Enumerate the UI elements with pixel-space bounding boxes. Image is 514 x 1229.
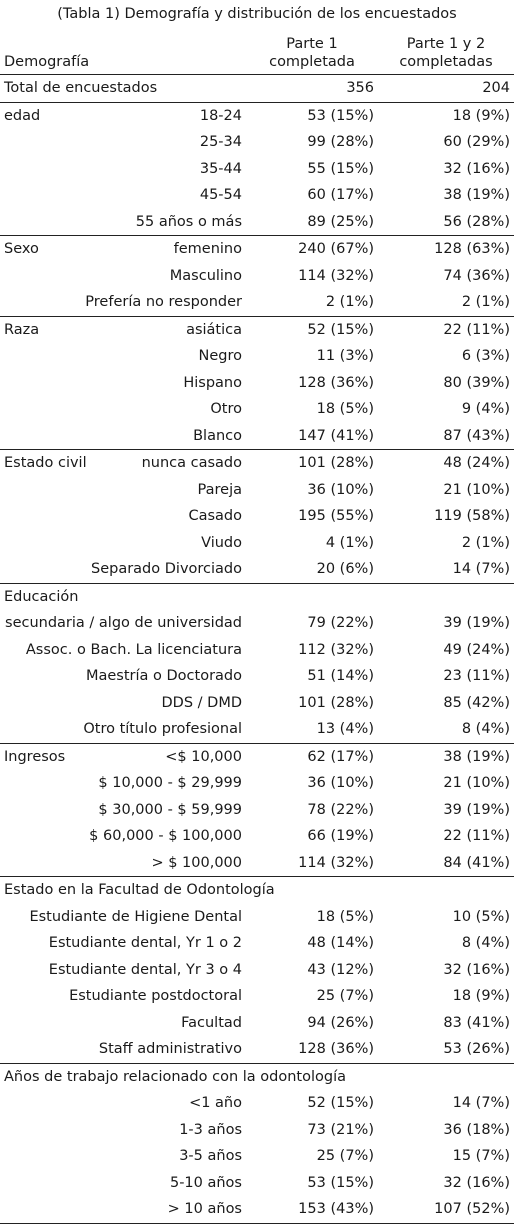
table-row: [0, 663, 514, 690]
header-demografia: Demografía: [4, 54, 90, 70]
table-row: [0, 423, 514, 450]
value-parte12: 14 (7%): [452, 561, 510, 577]
value-parte1: 128 (36%): [298, 374, 374, 391]
row-label: Facultad: [181, 1014, 242, 1031]
value-parte1: 73 (21%): [307, 1121, 374, 1138]
value-parte12: 32 (16%): [443, 1174, 510, 1191]
table-row: [0, 797, 514, 824]
group-title: Estado en la Facultad de Odontología: [0, 877, 514, 904]
value-parte1: 52 (15%): [246, 316, 378, 343]
row-label: Pareja: [197, 481, 242, 498]
table-body: [0, 75, 514, 1224]
group-title: Educación: [0, 583, 514, 610]
row-label-wrap: [4, 450, 242, 477]
table-row: [0, 156, 514, 183]
row-label: nunca casado: [141, 455, 242, 471]
row-label: $ 10,000 - $ 29,999: [98, 775, 242, 791]
total-p1: 356: [346, 80, 374, 96]
row-label-wrap: [4, 317, 242, 344]
table-row: [0, 850, 514, 877]
value-parte12: 38 (19%): [443, 187, 510, 203]
value-parte1: 147 (41%): [298, 427, 374, 444]
value-parte12: 107 (52%): [378, 1196, 514, 1223]
value-parte12: 14 (7%): [452, 1095, 510, 1111]
value-parte12: 83 (41%): [443, 1014, 510, 1031]
table-row: [0, 209, 514, 236]
row-label: 55 años o más: [135, 213, 242, 230]
value-parte12: 74 (36%): [443, 267, 510, 284]
value-parte12: 53 (26%): [443, 1041, 510, 1057]
value-parte1: 52 (15%): [307, 1095, 374, 1111]
value-parte1: 25 (7%): [316, 1148, 374, 1164]
value-parte1: 114 (32%): [298, 267, 374, 284]
value-parte12: 84 (41%): [443, 854, 510, 871]
value-parte12: 38 (19%): [378, 743, 514, 770]
value-parte12: 6 (3%): [461, 348, 510, 364]
row-label: secundaria / algo de universidad: [5, 615, 242, 631]
group-title-row: [0, 583, 514, 610]
value-parte12: 119 (58%): [434, 508, 510, 524]
value-parte1: 4 (1%): [325, 534, 374, 551]
table-row: [0, 1090, 514, 1117]
group-title-row: [0, 877, 514, 904]
value-parte1: 43 (12%): [307, 961, 374, 978]
row-label: 45-54: [199, 187, 242, 203]
row-label: Otro título profesional: [83, 721, 242, 737]
group-title-row: [0, 1063, 514, 1090]
row-label: Masculino: [169, 267, 242, 284]
header-parte12-line2: completadas: [399, 54, 493, 70]
row-label: Prefería no responder: [85, 294, 242, 310]
value-parte12: 21 (10%): [443, 775, 510, 791]
value-parte12: 22 (11%): [378, 316, 514, 343]
value-parte1: 48 (14%): [307, 935, 374, 951]
table-header: [0, 28, 514, 75]
value-parte12: 32 (16%): [443, 160, 510, 177]
table-row: [0, 263, 514, 290]
value-parte12: 10 (5%): [452, 908, 510, 925]
table-row: [0, 770, 514, 797]
row-label: Separado Divorciado: [91, 561, 242, 577]
value-parte12: 60 (29%): [443, 134, 510, 150]
row-label-cell: [0, 102, 246, 129]
value-parte1: 25 (7%): [316, 988, 374, 1004]
row-label: <$ 10,000: [165, 748, 242, 765]
table-row: [0, 503, 514, 530]
group-label: Estado civil: [4, 455, 87, 471]
table-row: [0, 370, 514, 397]
row-label: femenino: [173, 241, 242, 257]
value-parte1: 78 (22%): [307, 801, 374, 818]
table-row: [0, 637, 514, 664]
value-parte12: 18 (9%): [378, 102, 514, 129]
row-label-cell: [0, 236, 246, 263]
value-parte1: 18 (5%): [316, 908, 374, 925]
value-parte12: 128 (63%): [378, 236, 514, 263]
value-parte1: 53 (15%): [246, 102, 378, 129]
table-row: [0, 343, 514, 370]
table-row: [0, 610, 514, 637]
row-label: Hispano: [183, 374, 242, 391]
row-label-cell: [0, 316, 246, 343]
table-row: [0, 743, 514, 770]
row-label: Estudiante dental, Yr 3 o 4: [48, 961, 242, 978]
table-row: [0, 289, 514, 316]
table-row: [0, 477, 514, 504]
value-parte1: 114 (32%): [298, 854, 374, 871]
row-label: Maestría o Doctorado: [85, 668, 242, 684]
value-parte12: 9 (4%): [461, 401, 510, 417]
value-parte12: 2 (1%): [461, 534, 510, 551]
table-row: [0, 983, 514, 1010]
value-parte12: 8 (4%): [461, 935, 510, 951]
table-row: [0, 957, 514, 984]
demographics-table: [0, 28, 514, 1224]
value-parte12: 87 (43%): [443, 427, 510, 444]
table-row: [0, 1170, 514, 1197]
value-parte1: 89 (25%): [307, 213, 374, 230]
value-parte12: 39 (19%): [443, 615, 510, 631]
value-parte1: 36 (10%): [307, 481, 374, 498]
value-parte1: 101 (28%): [298, 694, 374, 711]
table-row: [0, 450, 514, 477]
row-label-wrap: [4, 236, 242, 263]
table-row: [0, 396, 514, 423]
value-parte12: 49 (24%): [443, 641, 510, 658]
table-row: [0, 102, 514, 129]
value-parte12: 39 (19%): [443, 801, 510, 818]
row-label: 1-3 años: [179, 1121, 242, 1138]
row-label: DDS / DMD: [161, 694, 242, 711]
table-row: [0, 556, 514, 583]
value-parte12: 22 (11%): [443, 828, 510, 844]
row-label-wrap: [4, 103, 242, 130]
row-label-cell: [0, 450, 246, 477]
value-parte12: 23 (11%): [443, 668, 510, 684]
value-parte12: 2 (1%): [461, 294, 510, 310]
value-parte1: 62 (17%): [246, 743, 378, 770]
row-label: Otro: [210, 401, 242, 417]
value-parte1: 99 (28%): [307, 134, 374, 150]
header-parte1-line2: completada: [269, 54, 355, 70]
value-parte1: 2 (1%): [325, 294, 374, 310]
group-label: edad: [4, 107, 41, 124]
value-parte1: 66 (19%): [307, 828, 374, 844]
group-label: Raza: [4, 321, 40, 338]
header-parte12: [378, 28, 514, 75]
table-row: [0, 129, 514, 156]
table-caption: (Tabla 1) Demografía y distribución de los encuestados: [57, 6, 457, 22]
value-parte12: 15 (7%): [452, 1148, 510, 1164]
value-parte12: 18 (9%): [452, 988, 510, 1004]
row-label: $ 30,000 - $ 59,999: [98, 801, 242, 818]
value-parte1: 60 (17%): [307, 187, 374, 203]
group-label: Sexo: [4, 241, 39, 257]
value-parte12: 48 (24%): [378, 450, 514, 477]
table-row: [0, 236, 514, 263]
value-parte1: 13 (4%): [316, 721, 374, 737]
value-parte1: 112 (32%): [298, 641, 374, 658]
total-row: [0, 75, 514, 103]
value-parte1: 51 (14%): [307, 668, 374, 684]
value-parte12: 85 (42%): [443, 694, 510, 711]
row-label: <1 año: [189, 1095, 242, 1111]
header-parte1-line1: Parte 1: [286, 36, 338, 52]
row-label: asiática: [186, 321, 242, 338]
row-label-wrap: [4, 744, 242, 771]
row-label: Casado: [188, 508, 242, 524]
group-title: Años de trabajo relacionado con la odontología: [0, 1063, 514, 1090]
row-label: Estudiante postdoctoral: [69, 988, 242, 1004]
row-label: Estudiante dental, Yr 1 o 2: [48, 935, 242, 951]
value-parte12: 80 (39%): [443, 374, 510, 391]
value-parte1: 11 (3%): [316, 348, 374, 364]
table-row: [0, 1010, 514, 1037]
value-parte1: 79 (22%): [307, 615, 374, 631]
row-label: Estudiante de Higiene Dental: [29, 908, 242, 925]
row-label: 18-24: [199, 107, 242, 124]
value-parte1: 36 (10%): [307, 775, 374, 791]
value-parte1: 128 (36%): [298, 1041, 374, 1057]
value-parte1: 101 (28%): [246, 450, 378, 477]
value-parte1: 195 (55%): [298, 508, 374, 524]
row-label: Blanco: [193, 427, 242, 444]
row-label: 5-10 años: [169, 1174, 242, 1191]
header-parte12-line1: Parte 1 y 2: [406, 36, 486, 52]
value-parte1: 55 (15%): [307, 160, 374, 177]
value-parte1: 20 (6%): [316, 561, 374, 577]
table-row: [0, 1196, 514, 1223]
value-parte1: 153 (43%): [246, 1196, 378, 1223]
row-label-cell: [0, 743, 246, 770]
row-label: Assoc. o Bach. La licenciatura: [25, 641, 242, 658]
row-label: Negro: [198, 348, 242, 364]
value-parte12: 36 (18%): [443, 1121, 510, 1138]
table-row: [0, 823, 514, 850]
header-parte1: [246, 28, 378, 75]
group-label: Ingresos: [4, 748, 66, 765]
total-label: Total de encuestados: [4, 80, 158, 96]
value-parte12: 21 (10%): [443, 481, 510, 498]
value-parte12: 32 (16%): [443, 961, 510, 978]
table-row: [0, 690, 514, 717]
value-parte1: 18 (5%): [316, 401, 374, 417]
total-p12: 204: [482, 80, 510, 96]
row-label: 35-44: [199, 160, 242, 177]
table-row: [0, 1143, 514, 1170]
table-row: [0, 530, 514, 557]
table-row: [0, 930, 514, 957]
row-label: > 10 años: [0, 1196, 246, 1223]
table-row: [0, 182, 514, 209]
table-row: [0, 904, 514, 931]
row-label: Viudo: [201, 534, 242, 551]
row-label: $ 60,000 - $ 100,000: [89, 828, 242, 844]
value-parte1: 53 (15%): [307, 1174, 374, 1191]
value-parte1: 94 (26%): [307, 1014, 374, 1031]
row-label: 3-5 años: [179, 1148, 242, 1164]
row-label: 25-34: [199, 134, 242, 150]
value-parte12: 8 (4%): [461, 721, 510, 737]
row-label: > $ 100,000: [151, 854, 242, 871]
table-row: [0, 1036, 514, 1063]
value-parte1: 240 (67%): [246, 236, 378, 263]
value-parte12: 56 (28%): [443, 213, 510, 230]
table-row: [0, 1117, 514, 1144]
row-label: Staff administrativo: [98, 1041, 242, 1057]
table-row: [0, 316, 514, 343]
table-row: [0, 716, 514, 743]
